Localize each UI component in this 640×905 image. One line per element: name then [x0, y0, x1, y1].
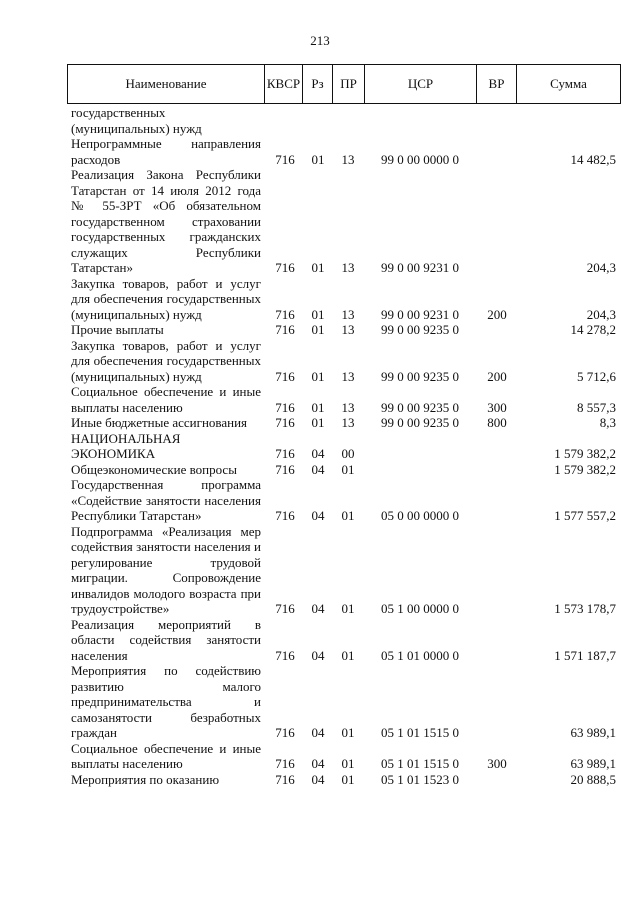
cell-sum: 14 482,5 [570, 151, 616, 167]
header-csr: ЦСР [365, 65, 477, 103]
cell-kvsr: 716 [275, 415, 295, 430]
cell-rz: 04 [311, 647, 325, 663]
table-row [0, 136, 616, 167]
cell-name: Закупка товаров, работ и услуг для обеспечения государственных (муниципальных) нужд [71, 337, 261, 384]
cell-name: Реализация мероприятий в области содействия занятости населения [71, 616, 261, 663]
cell-pr: 01 [341, 461, 355, 477]
cell-pr: 13 [341, 306, 355, 322]
cell-csr: 05 1 00 0000 0 [381, 601, 459, 616]
cell-pr: 01 [341, 756, 355, 771]
cell-name: Мероприятия по содействию развитию малого предпринимательства и самозанятости безработных граждан [71, 663, 261, 740]
cell-name: Иные бюджетные ассигнования [71, 415, 248, 430]
cell-pr: 01 [341, 601, 355, 616]
cell-pr: 13 [341, 151, 355, 167]
cell-pr: 00 [341, 446, 355, 461]
cell-sum: 204,3 [586, 306, 616, 322]
cell-kvsr: 716 [275, 322, 295, 337]
cell-pr: 13 [341, 322, 355, 337]
cell-name: государственных (муниципальных) нужд [71, 105, 202, 136]
cell-kvsr: 716 [275, 601, 295, 616]
cell-name: Общеэкономические вопросы [71, 461, 237, 477]
table-row [0, 477, 616, 524]
cell-kvsr: 716 [275, 446, 295, 461]
header-rz: Рз [303, 65, 333, 103]
header-kvsr: КВСР [265, 65, 303, 103]
cell-rz: 01 [311, 368, 325, 384]
cell-vr: 200 [487, 368, 507, 384]
cell-csr: 99 0 00 9231 0 [381, 260, 459, 275]
table-row [0, 740, 616, 772]
cell-kvsr: 716 [275, 368, 295, 384]
cell-rz: 04 [311, 508, 325, 523]
table-row [0, 337, 616, 385]
cell-name: Государственная программа «Содействие занятости населения Республики Татарстан» [71, 477, 261, 523]
table-row [0, 415, 616, 431]
header-vr: ВР [477, 65, 517, 103]
cell-rz: 01 [311, 415, 325, 430]
cell-kvsr: 716 [275, 647, 295, 663]
cell-pr: 01 [341, 647, 355, 663]
cell-sum: 1 579 382,2 [554, 446, 616, 461]
cell-csr: 99 0 00 0000 0 [381, 151, 459, 167]
cell-name: Социальное обеспечение и иные выплаты населению [71, 384, 261, 415]
cell-name: Закупка товаров, работ и услуг для обеспечения государственных (муниципальных) нужд [71, 275, 261, 322]
cell-csr: 05 1 01 1523 0 [381, 771, 459, 787]
cell-rz: 01 [311, 306, 325, 322]
cell-sum: 63 989,1 [570, 725, 616, 740]
cell-rz: 04 [311, 725, 325, 740]
table-row [0, 461, 616, 478]
cell-vr: 300 [487, 756, 507, 771]
table-body [0, 105, 616, 787]
cell-name: Непрограммные направления расходов [71, 136, 261, 167]
table-row [0, 322, 616, 338]
cell-rz: 04 [311, 446, 325, 461]
cell-sum: 1 579 382,2 [554, 461, 616, 477]
table-row [0, 663, 616, 741]
cell-vr: 200 [487, 306, 507, 322]
cell-sum: 1 577 557,2 [554, 508, 616, 523]
cell-sum: 20 888,5 [570, 771, 616, 787]
cell-rz: 01 [311, 322, 325, 337]
cell-csr: 99 0 00 9235 0 [381, 322, 459, 337]
cell-kvsr: 716 [275, 508, 295, 523]
cell-rz: 04 [311, 601, 325, 616]
cell-csr: 05 1 01 1515 0 [381, 756, 459, 771]
cell-sum: 204,3 [586, 260, 616, 275]
cell-rz: 01 [311, 260, 325, 275]
header-sum: Сумма [550, 76, 587, 91]
cell-rz: 04 [311, 461, 325, 477]
cell-sum: 63 989,1 [570, 756, 616, 771]
table-row [0, 616, 616, 664]
cell-csr: 99 0 00 9235 0 [381, 368, 459, 384]
table-row [0, 430, 616, 462]
cell-name: Прочие выплаты [71, 322, 164, 337]
cell-sum: 8 557,3 [577, 399, 616, 415]
cell-sum: 14 278,2 [570, 322, 616, 337]
page-number: 213 [310, 33, 330, 48]
cell-csr: 99 0 00 9235 0 [381, 399, 459, 415]
cell-kvsr: 716 [275, 306, 295, 322]
table-header [67, 64, 621, 104]
cell-vr: 300 [487, 399, 507, 415]
table-row [0, 167, 616, 276]
table-row [0, 275, 616, 323]
cell-kvsr: 716 [275, 461, 295, 477]
table-row [0, 771, 616, 788]
cell-rz: 01 [311, 399, 325, 415]
cell-name: НАЦИОНАЛЬНАЯ ЭКОНОМИКА [71, 430, 181, 461]
cell-name: Подпрограмма «Реализация мер содействия занятости населения и регулирование трудовой миграции. Сопровождение инвалидов молодого возраста при трудоустройстве» [71, 523, 261, 616]
cell-pr: 13 [341, 399, 355, 415]
cell-sum: 8,3 [599, 415, 616, 430]
cell-csr: 99 0 00 9235 0 [381, 415, 459, 430]
cell-pr: 13 [341, 368, 355, 384]
cell-pr: 01 [341, 725, 355, 740]
cell-csr: 05 1 01 1515 0 [381, 725, 459, 740]
cell-pr: 01 [341, 771, 355, 787]
cell-sum: 1 573 178,7 [554, 601, 616, 616]
cell-csr: 99 0 00 9231 0 [381, 306, 459, 322]
cell-name: Реализация Закона Республики Татарстан от 14 июля 2012 года № 55-ЗРТ «Об обязательном государственном страховании государственных гражданских служащих Республики Татарстан» [71, 167, 261, 275]
cell-rz: 04 [311, 756, 325, 771]
table-row [0, 523, 616, 617]
cell-rz: 01 [311, 151, 325, 167]
cell-name: Мероприятия по оказанию [71, 771, 220, 787]
cell-csr: 05 0 00 0000 0 [381, 508, 459, 523]
cell-kvsr: 716 [275, 771, 295, 787]
cell-kvsr: 716 [275, 725, 295, 740]
cell-kvsr: 716 [275, 260, 295, 275]
cell-kvsr: 716 [275, 756, 295, 771]
header-pr: ПР [333, 65, 365, 103]
table-row [0, 384, 616, 415]
cell-sum: 5 712,6 [577, 368, 616, 384]
table-row [0, 105, 202, 136]
cell-rz: 04 [311, 771, 325, 787]
cell-pr: 01 [341, 508, 355, 523]
cell-csr: 05 1 01 0000 0 [381, 647, 459, 663]
cell-kvsr: 716 [275, 399, 295, 415]
cell-vr: 800 [487, 415, 507, 430]
cell-kvsr: 716 [275, 151, 295, 167]
cell-name: Социальное обеспечение и иные выплаты населению [71, 740, 261, 771]
cell-pr: 13 [341, 415, 355, 430]
cell-sum: 1 571 187,7 [554, 647, 616, 663]
header-name: Наименование [68, 65, 265, 103]
cell-pr: 13 [341, 260, 355, 275]
